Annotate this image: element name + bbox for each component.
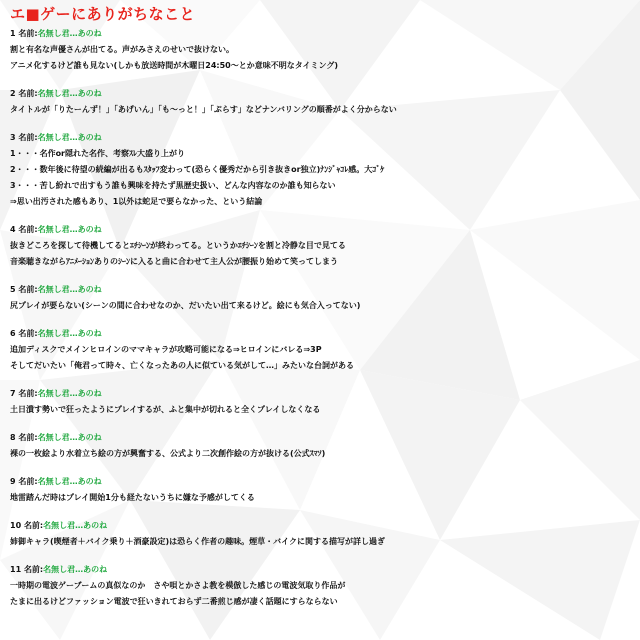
post-body-line: 姉御キャラ(喫煙者＋バイク乗り＋酒豪設定)は恐らく作者の趣味。煙草・バイクに関する描写が詳し過ぎ bbox=[10, 537, 385, 546]
post-body-line: 追加ディスクでメインヒロインのママキャラが攻略可能になる⇒ヒロインにバレる⇒3P bbox=[10, 345, 322, 354]
post-10 bbox=[10, 518, 630, 550]
post-name-label: 名前: bbox=[23, 521, 44, 530]
post-body-line: 地雷踏んだ時はプレイ開始1分も経たないうちに嫌な予感がしてくる bbox=[10, 493, 255, 502]
poster-name: 名無し君…あのね bbox=[43, 565, 108, 574]
post-number: 8 bbox=[10, 433, 16, 442]
poster-name: 名無し君…あのね bbox=[37, 89, 102, 98]
post-number: 6 bbox=[10, 329, 16, 338]
post-name-label: 名前: bbox=[18, 477, 38, 486]
post-header bbox=[10, 86, 630, 102]
post-header bbox=[10, 386, 630, 402]
post-number: 9 bbox=[10, 477, 16, 486]
post-name-label: 名前: bbox=[18, 89, 38, 98]
post-number: 10 bbox=[10, 521, 22, 530]
post-number: 3 bbox=[10, 133, 16, 142]
post-body-line: 尻プレイが要らない(シーンの間に合わせなのか、だいたい出て来るけど。絵にも気合入ってない) bbox=[10, 301, 361, 310]
post-8 bbox=[10, 430, 630, 462]
post-body-line: 3・・・苦し紛れで出すもう誰も興味を持たず黒歴史扱い、どんな内容なのか誰も知らない bbox=[10, 181, 336, 190]
post-list bbox=[10, 26, 630, 610]
post-header bbox=[10, 130, 630, 146]
post-header bbox=[10, 26, 630, 42]
post-name-label: 名前: bbox=[18, 285, 38, 294]
poster-name: 名無し君…あのね bbox=[37, 329, 102, 338]
post-3 bbox=[10, 130, 630, 210]
post-header bbox=[10, 562, 630, 578]
poster-name: 名無し君…あのね bbox=[37, 29, 102, 38]
post-number: 2 bbox=[10, 89, 16, 98]
post-body-line: アニメ化するけど誰も見ない(しかも放送時間が木曜日24:50〜とか意味不明なタイミング) bbox=[10, 61, 339, 70]
post-header bbox=[10, 282, 630, 298]
post-name-label: 名前: bbox=[18, 29, 38, 38]
post-body-line: ⇒思い出汚された感もあり、1以外は蛇足で要らなかった、という結論 bbox=[10, 197, 263, 206]
post-body-line: 1・・・名作or隠れた名作、考察ｽﾚ大盛り上がり bbox=[10, 149, 186, 158]
post-header bbox=[10, 222, 630, 238]
post-4 bbox=[10, 222, 630, 270]
poster-name: 名無し君…あのね bbox=[37, 477, 102, 486]
post-5 bbox=[10, 282, 630, 314]
post-number: 1 bbox=[10, 29, 16, 38]
post-7 bbox=[10, 386, 630, 418]
post-body-line: 音楽聴きながらｱﾆﾒｰｼｮﾝありのｼｰﾝに入ると曲に合わせて主人公が腰振り始めて笑ってしまう bbox=[10, 257, 338, 266]
post-2 bbox=[10, 86, 630, 118]
post-header bbox=[10, 430, 630, 446]
post-body-line: 裸の一枚絵より水着立ち絵の方が興奮する、公式より二次創作絵の方が抜ける(公式ｽﾏｿ) bbox=[10, 449, 326, 458]
post-number: 4 bbox=[10, 225, 16, 234]
post-body-line: 割と有名な声優さんが出てる。声がみさえのせいで抜けない。 bbox=[10, 45, 234, 54]
post-11 bbox=[10, 562, 630, 610]
post-body-line: タイトルが「りたーんず！」「あげいん」「も〜っと！」「ぷらす」などナンバリングの順番がよく分からない bbox=[10, 105, 397, 114]
post-name-label: 名前: bbox=[18, 329, 38, 338]
post-number: 7 bbox=[10, 389, 16, 398]
post-9 bbox=[10, 474, 630, 506]
post-number: 5 bbox=[10, 285, 16, 294]
post-6 bbox=[10, 326, 630, 374]
post-body-line: 土日潰す勢いで狂ったようにプレイするが、ふと集中が切れると全くプレイしなくなる bbox=[10, 405, 321, 414]
post-header bbox=[10, 326, 630, 342]
thread-title: エ■ゲーにありがちなこと bbox=[10, 5, 196, 23]
post-body-line: そしてだいたい「俺君って時々、亡くなったあの人に似ている気がして…」みたいな台詞がある bbox=[10, 361, 354, 370]
poster-name: 名無し君…あのね bbox=[37, 133, 102, 142]
post-header bbox=[10, 474, 630, 490]
poster-name: 名無し君…あのね bbox=[43, 521, 108, 530]
post-number: 11 bbox=[10, 565, 22, 574]
post-body-line: 2・・・数年後に待望の続編が出るもｽﾀｯﾌ変わって(恐らく優秀だから引き抜きor独立)ﾅﾝｼﾞｬｺﾚ感。大ｺﾞｹ bbox=[10, 165, 385, 174]
post-1 bbox=[10, 26, 630, 74]
post-name-label: 名前: bbox=[18, 133, 38, 142]
poster-name: 名無し君…あのね bbox=[37, 433, 102, 442]
post-body-line: 一時期の電波ゲーブームの真似なのか さや唄とかさよ教を模倣した感じの電波気取り作品が bbox=[10, 581, 346, 590]
post-name-label: 名前: bbox=[18, 389, 38, 398]
post-name-label: 名前: bbox=[18, 433, 38, 442]
poster-name: 名無し君…あのね bbox=[37, 389, 102, 398]
post-body-line: 抜きどころを探して待機してるとｴﾁｼｰﾝが終わってる。というかｴﾁｼｰﾝを割と冷静な目で見てる bbox=[10, 241, 346, 250]
post-body-line: たまに出るけどファッション電波で狂いきれておらず二番煎じ感が凄く話題にすらならない bbox=[10, 597, 338, 606]
post-name-label: 名前: bbox=[23, 565, 44, 574]
post-header bbox=[10, 518, 630, 534]
post-name-label: 名前: bbox=[18, 225, 38, 234]
poster-name: 名無し君…あのね bbox=[37, 225, 102, 234]
poster-name: 名無し君…あのね bbox=[37, 285, 102, 294]
